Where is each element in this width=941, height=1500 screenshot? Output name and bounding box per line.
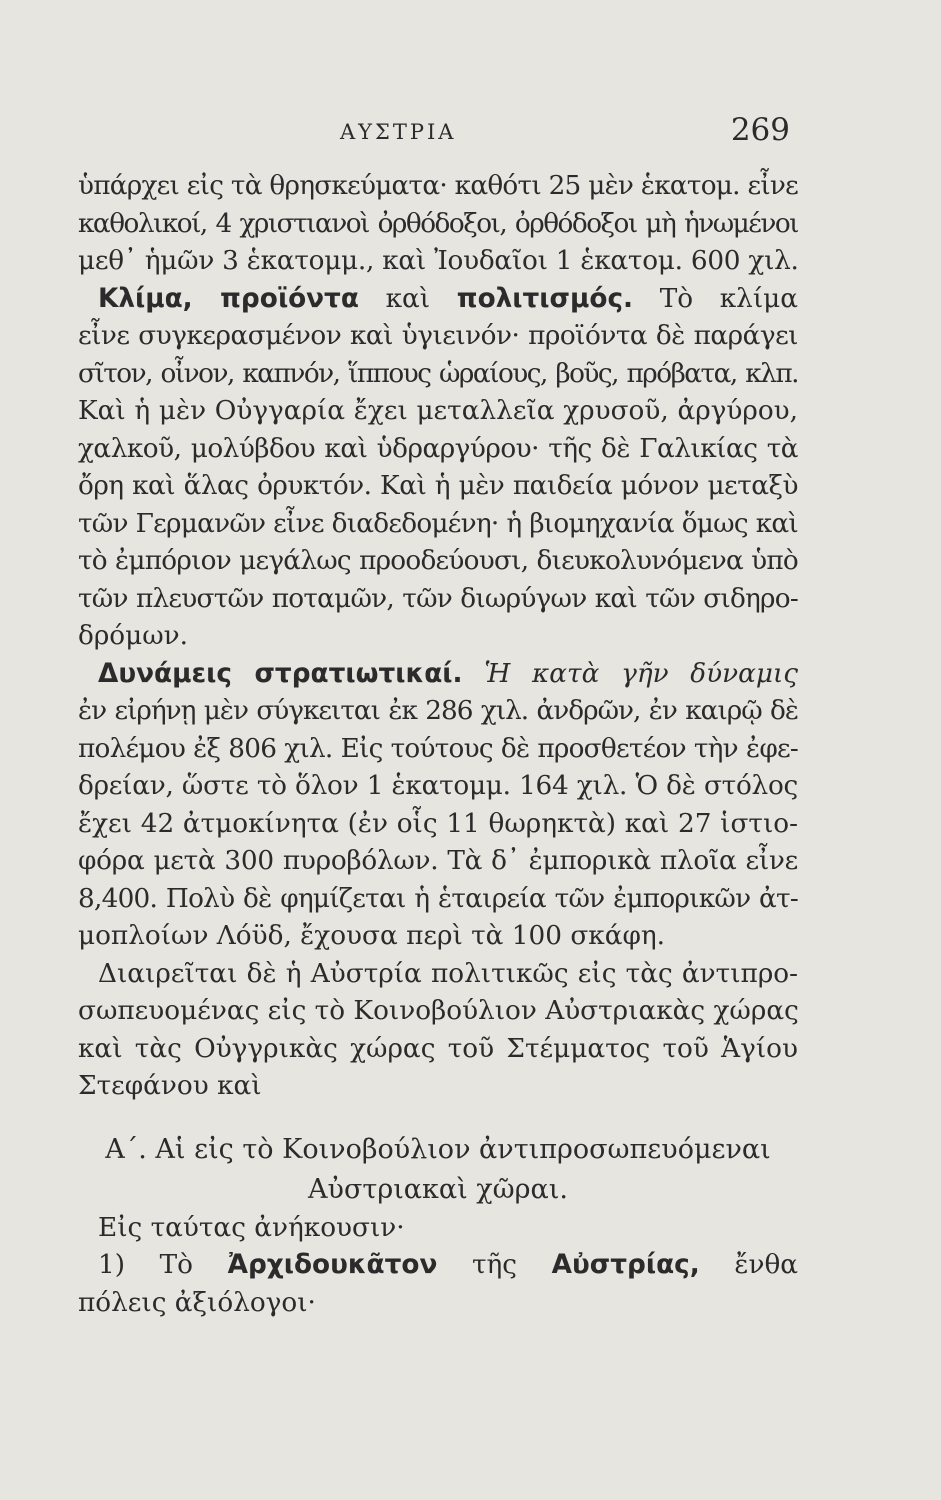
text-line: φόρα μετὰ 300 πυροβόλων. Τὰ δ᾽ ἐμπορικὰ πλοῖα εἶνε: [78, 846, 798, 876]
text-line: ἐν εἰρήνῃ μὲν σύγκειται ἐκ 286 χιλ. ἀνδρῶν, ἐν καιρῷ δὲ: [78, 696, 798, 726]
item-bold-archduchy: Ἀρχιδουκᾶτον: [227, 1250, 438, 1280]
lead-text: Τὸ κλίμα: [659, 283, 799, 314]
text-line: ὑπάρχει εἰς τὰ θρησκεύματα· καθότι 25 μὲν ἑκατομ. εἶνε: [78, 171, 798, 201]
heading-climate: Κλίμα, προϊόντα: [98, 283, 359, 314]
text-line: τὸ ἐμπόριον μεγάλως προοδεύουσι, διευκολυνόμενα ὑπὸ: [78, 546, 798, 576]
item-bold-austria: Αὐστρίας,: [551, 1250, 700, 1280]
text-line: Καὶ ἡ μὲν Οὐγγαρία ἔχει μεταλλεῖα χρυσοῦ, ἀργύρου,: [78, 396, 798, 426]
text-line: Διαιρεῖται δὲ ἡ Αὐστρία πολιτικῶς εἰς τὰς ἀντιπρο-: [98, 958, 798, 989]
item-number: 1): [98, 1250, 125, 1280]
paragraph-military: [78, 656, 798, 956]
paragraph-list: [78, 1210, 798, 1323]
running-title: ΑΥΣΤΡΙΑ: [340, 120, 457, 144]
heading-connector: καὶ: [385, 283, 431, 314]
lead-italic: Ἡ κατὰ γῆν δύναμις: [484, 658, 798, 689]
paragraph-climate: [78, 281, 798, 656]
text-line: πόλεις ἀξιόλογοι·: [78, 1287, 316, 1318]
text-line: μοπλοίων Λόϋδ, ἔχουσα περὶ τὰ 100 σκάφη.: [78, 921, 666, 951]
paragraph-religions: [78, 168, 798, 281]
text-line: πολέμου ἐξ 806 χιλ. Εἰς τούτους δὲ προσθετέον τὴν ἐφε-: [78, 733, 798, 764]
section-heading-line: Α΄. Αἱ εἰς τὸ Κοινοβούλιον ἀντιπροσωπευόμεναι: [105, 1133, 771, 1165]
text-line: 8,400. Πολὺ δὲ φημίζεται ἡ ἑταιρεία τῶν ἐμπορικῶν ἀτ-: [78, 883, 798, 914]
text-line: εἶνε συγκερασμένον καὶ ὑγιεινόν· προϊόντα δὲ παράγει: [78, 321, 798, 351]
text-line: τῶν Γερμανῶν εἶνε διαδεδομένη· ἡ βιομηχανία ὅμως καὶ: [78, 508, 798, 539]
text-line: τῶν πλευστῶν ποταμῶν, τῶν διωρύγων καὶ τῶν σιδηρο-: [78, 583, 798, 614]
text-line: Εἰς ταύτας ἀνήκουσιν·: [98, 1212, 405, 1243]
text-line: ἔχει 42 ἀτμοκίνητα (ἐν οἷς 11 θωρηκτὰ) καὶ 27 ἱστιο-: [78, 808, 798, 839]
heading-culture: πολιτισμός.: [456, 283, 634, 314]
heading-military: Δυνάμεις στρατιωτικαί.: [98, 658, 463, 689]
text-line: χαλκοῦ, μολύβδου καὶ ὑδραργύρου· τῆς δὲ Γαλικίας τὰ: [78, 433, 798, 464]
item-mid: τῆς: [472, 1250, 518, 1280]
text-line: σωπευομένας εἰς τὸ Κοινοβούλιον Αὐστριακὰς χώρας: [78, 996, 799, 1026]
list-item: [78, 1247, 798, 1285]
page-header: [100, 108, 790, 152]
section-heading: [78, 1130, 798, 1210]
text-line: δρείαν, ὥστε τὸ ὅλον 1 ἑκατομμ. 164 χιλ. Ὁ δὲ στόλος: [78, 771, 798, 801]
text-line: μεθ᾽ ἡμῶν 3 ἑκατομμ., καὶ Ἰουδαῖοι 1 ἑκατομ. 600 χιλ.: [78, 246, 799, 276]
item-tail: ἔνθα: [734, 1250, 799, 1280]
item-lead: Τὸ: [159, 1250, 193, 1280]
page-body: [78, 168, 798, 1322]
text-line: καὶ τὰς Οὐγγρικὰς χώρας τοῦ Στέμματος τοῦ Ἁγίου: [78, 1033, 798, 1064]
paragraph-division: [78, 956, 798, 1106]
text-line: ὄρη καὶ ἅλας ὀρυκτόν. Καὶ ἡ μὲν παιδεία μόνον μεταξὺ: [78, 471, 798, 501]
text-line: δρόμων.: [78, 621, 189, 651]
text-line: [78, 656, 798, 694]
section-heading-line: Αὐστριακαὶ χῶραι.: [308, 1173, 568, 1205]
page-number: 269: [730, 112, 790, 148]
text-line: [78, 281, 798, 319]
text-line: καθολικοί, 4 χριστιανοὶ ὀρθόδοξοι, ὀρθόδοξοι μὴ ἡνωμένοι: [78, 208, 798, 239]
text-line: Στεφάνου καὶ: [78, 1071, 262, 1101]
text-line: σῖτον, οἶνον, καπνόν, ἵππους ὡραίους, βοῦς, πρόβατα, κλπ.: [78, 358, 798, 389]
